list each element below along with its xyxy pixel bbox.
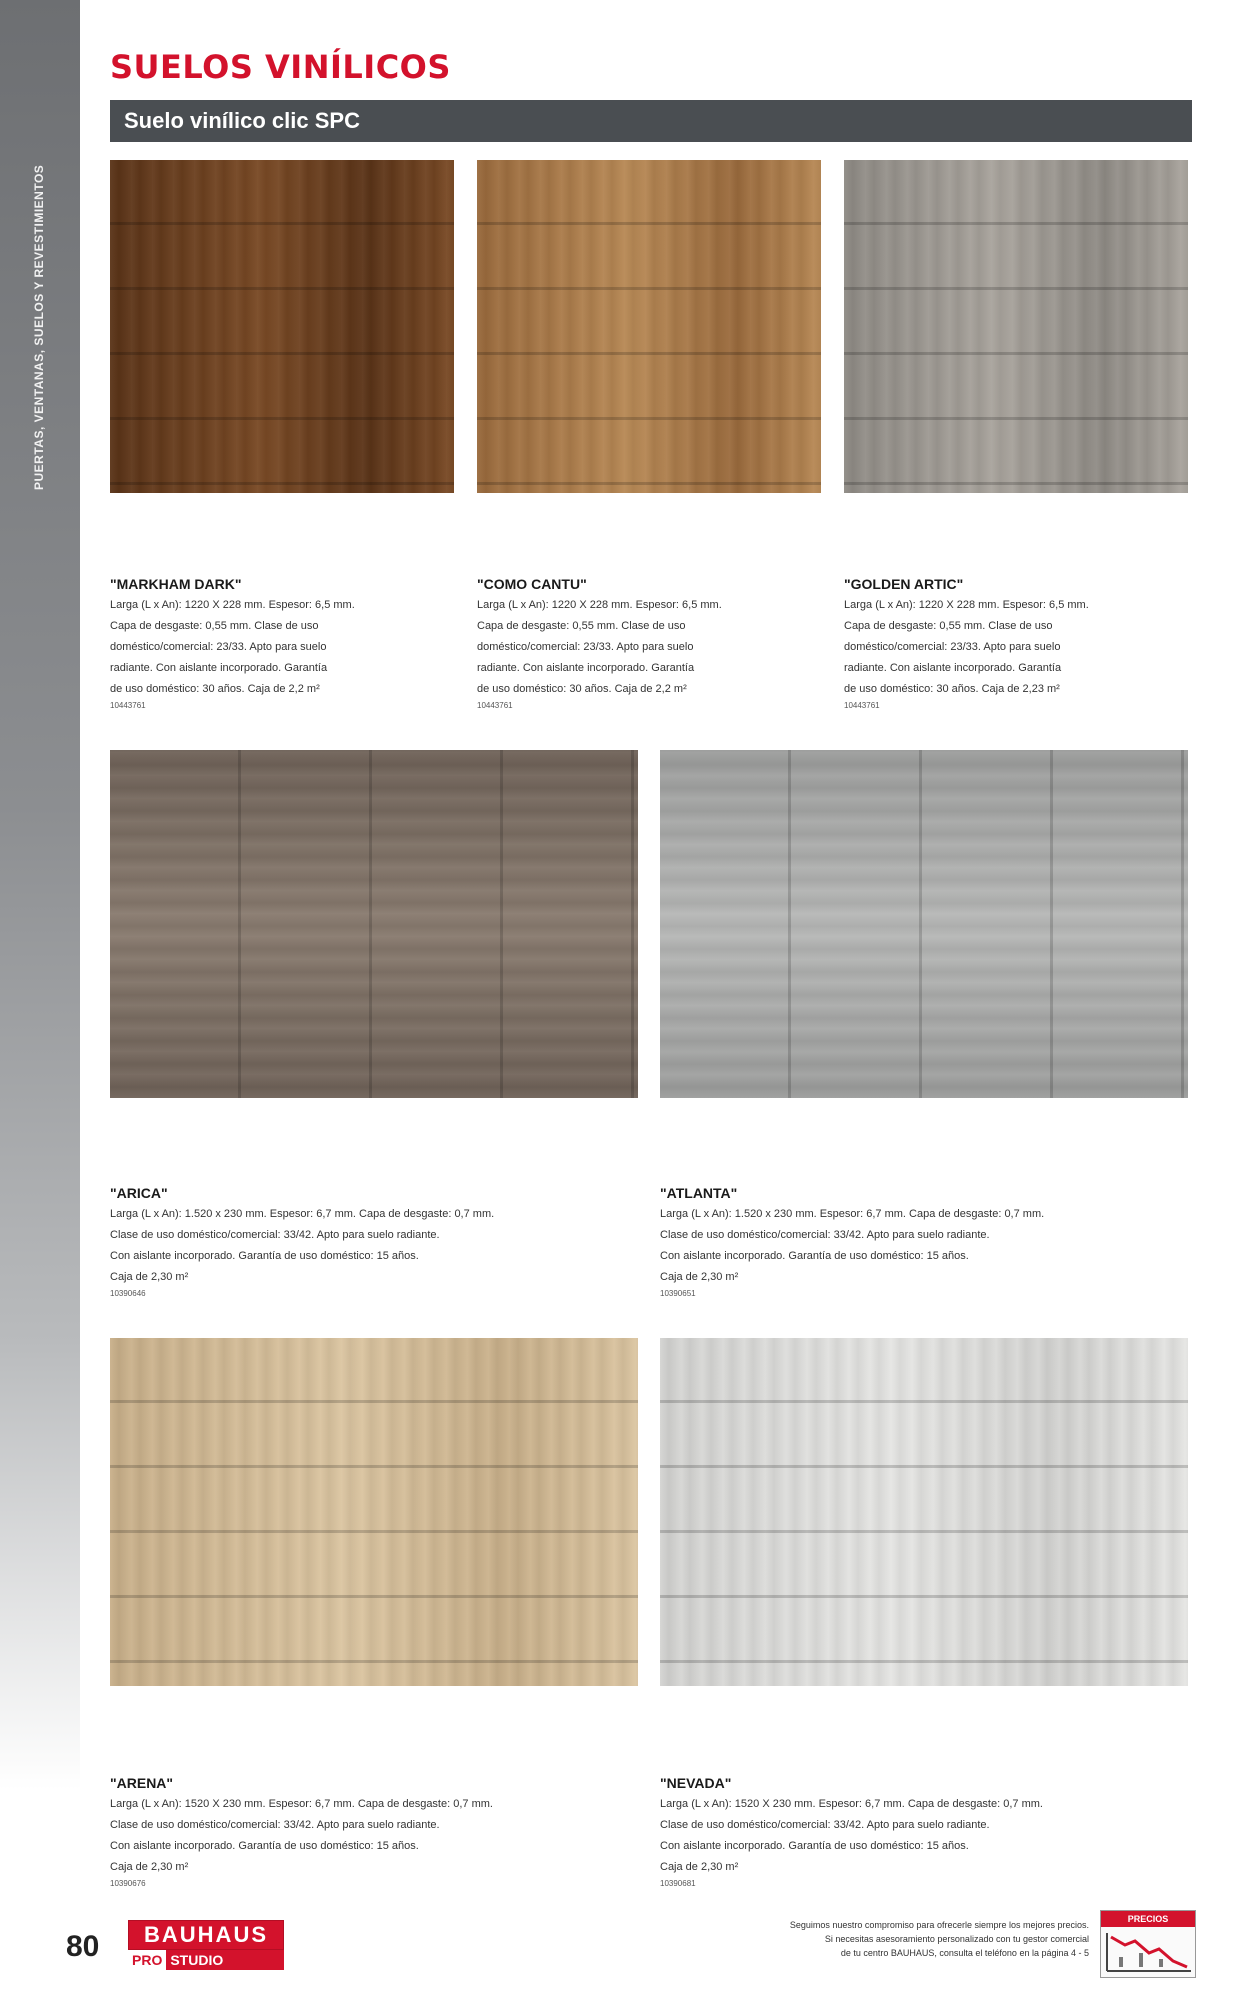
product-name: "ATLANTA" (660, 1185, 738, 1201)
footer-line: Seguimos nuestro compromiso para ofrecerle siempre los mejores precios. (789, 1920, 1089, 1930)
product-ref: 10443761 (844, 701, 880, 710)
product-spec: de uso doméstico: 30 años. Caja de 2,23 m² (844, 683, 1060, 695)
bauhaus-logo (128, 1920, 284, 1970)
logo-subline (128, 1950, 284, 1970)
product-spec: radiante. Con aislante incorporado. Garantía (477, 662, 695, 674)
product-spec: Clase de uso doméstico/comercial: 33/42. Apto para suelo radiante. (660, 1229, 990, 1241)
product-ref: 10390676 (110, 1879, 146, 1888)
footer-line: de tu centro BAUHAUS, consulta el teléfono en la página 4 - 5 (840, 1948, 1089, 1958)
wood-swatch (110, 1338, 638, 1686)
product-description (110, 1772, 645, 1890)
wood-swatch (844, 160, 1188, 493)
page-title: SUELOS VINÍLICOS (110, 48, 451, 86)
product-spec: Larga (L x An): 1.520 x 230 mm. Espesor: 6,7 mm. Capa de desgaste: 0,7 mm. (660, 1208, 1045, 1220)
product-spec: Clase de uso doméstico/comercial: 33/42. Apto para suelo radiante. (110, 1229, 440, 1241)
product-spec: Capa de desgaste: 0,55 mm. Clase de uso (477, 620, 686, 632)
product-spec: Con aislante incorporado. Garantía de uso doméstico: 15 años. (660, 1840, 969, 1852)
page-number: 80 (66, 1930, 100, 1963)
wood-swatch (660, 1338, 1188, 1686)
product-spec: Capa de desgaste: 0,55 mm. Clase de uso (844, 620, 1053, 632)
side-band (0, 0, 80, 1790)
product-spec: Clase de uso doméstico/comercial: 33/42. Apto para suelo radiante. (660, 1819, 990, 1831)
product-name: "GOLDEN ARTIC" (844, 576, 964, 592)
product-spec: Con aislante incorporado. Garantía de uso doméstico: 15 años. (110, 1840, 419, 1852)
product-description (660, 1182, 1195, 1300)
product-ref: 10390681 (660, 1879, 696, 1888)
product-image (660, 1338, 1188, 1686)
product-description (110, 1182, 645, 1300)
product-spec: Larga (L x An): 1220 X 228 mm. Espesor: 6,5 mm. (110, 599, 355, 611)
product-spec: doméstico/comercial: 23/33. Apto para suelo (110, 641, 327, 653)
product-ref: 10390651 (660, 1289, 696, 1298)
product-spec: Larga (L x An): 1.520 x 230 mm. Espesor: 6,7 mm. Capa de desgaste: 0,7 mm. (110, 1208, 495, 1220)
logo-suffix: STUDIO (166, 1950, 284, 1970)
product-description (110, 573, 460, 712)
wood-swatch (660, 750, 1188, 1098)
product-spec: Larga (L x An): 1220 X 228 mm. Espesor: 6,5 mm. (477, 599, 722, 611)
product-spec: radiante. Con aislante incorporado. Garantía (844, 662, 1062, 674)
product-spec: Clase de uso doméstico/comercial: 33/42. Apto para suelo radiante. (110, 1819, 440, 1831)
product-image (110, 160, 454, 493)
product-name: "ARICA" (110, 1185, 168, 1201)
product-spec: de uso doméstico: 30 años. Caja de 2,2 m² (477, 683, 687, 695)
product-name: "NEVADA" (660, 1775, 732, 1791)
product-image (844, 160, 1188, 493)
product-spec: radiante. Con aislante incorporado. Garantía (110, 662, 328, 674)
product-spec: Con aislante incorporado. Garantía de uso doméstico: 15 años. (660, 1250, 969, 1262)
product-spec: Larga (L x An): 1220 X 228 mm. Espesor: 6,5 mm. (844, 599, 1089, 611)
price-chart-icon (1101, 1927, 1195, 1975)
product-image (660, 750, 1188, 1098)
wood-swatch (110, 160, 454, 493)
product-name: "ARENA" (110, 1775, 174, 1791)
product-spec: de uso doméstico: 30 años. Caja de 2,2 m² (110, 683, 320, 695)
wood-swatch (477, 160, 821, 493)
product-spec: Con aislante incorporado. Garantía de uso doméstico: 15 años. (110, 1250, 419, 1262)
product-ref: 10443761 (110, 701, 146, 710)
product-description (660, 1772, 1195, 1890)
product-spec: doméstico/comercial: 23/33. Apto para suelo (844, 641, 1061, 653)
product-spec: Larga (L x An): 1520 X 230 mm. Espesor: 6,7 mm. Capa de desgaste: 0,7 mm. (110, 1798, 493, 1810)
logo-pro: PRO (132, 1952, 163, 1968)
product-image (110, 1338, 638, 1686)
product-spec: doméstico/comercial: 23/33. Apto para suelo (477, 641, 694, 653)
product-ref: 10443761 (477, 701, 513, 710)
footer-note (609, 1918, 1089, 1960)
product-spec: Caja de 2,30 m² (660, 1271, 739, 1283)
product-ref: 10390646 (110, 1289, 146, 1298)
side-label: PUERTAS, VENTANAS, SUELOS Y REVESTIMIENTOS (32, 164, 46, 490)
product-name: "MARKHAM DARK" (110, 576, 242, 592)
product-spec: Caja de 2,30 m² (660, 1861, 739, 1873)
price-badge-label: PRECIOS (1101, 1911, 1195, 1927)
logo-wordmark: BAUHAUS (128, 1920, 284, 1950)
product-name: "COMO CANTU" (477, 576, 587, 592)
product-image (110, 750, 638, 1098)
product-description (844, 573, 1194, 712)
product-spec: Larga (L x An): 1520 X 230 mm. Espesor: 6,7 mm. Capa de desgaste: 0,7 mm. (660, 1798, 1043, 1810)
product-spec: Caja de 2,30 m² (110, 1271, 189, 1283)
footer-line: Si necesitas asesoramiento personalizado con tu gestor comercial (824, 1934, 1089, 1944)
wood-swatch (110, 750, 638, 1098)
product-description (477, 573, 827, 712)
price-badge (1100, 1910, 1196, 1978)
section-header: Suelo vinílico clic SPC (110, 100, 1192, 142)
product-image (477, 160, 821, 493)
product-spec: Caja de 2,30 m² (110, 1861, 189, 1873)
product-spec: Capa de desgaste: 0,55 mm. Clase de uso (110, 620, 319, 632)
